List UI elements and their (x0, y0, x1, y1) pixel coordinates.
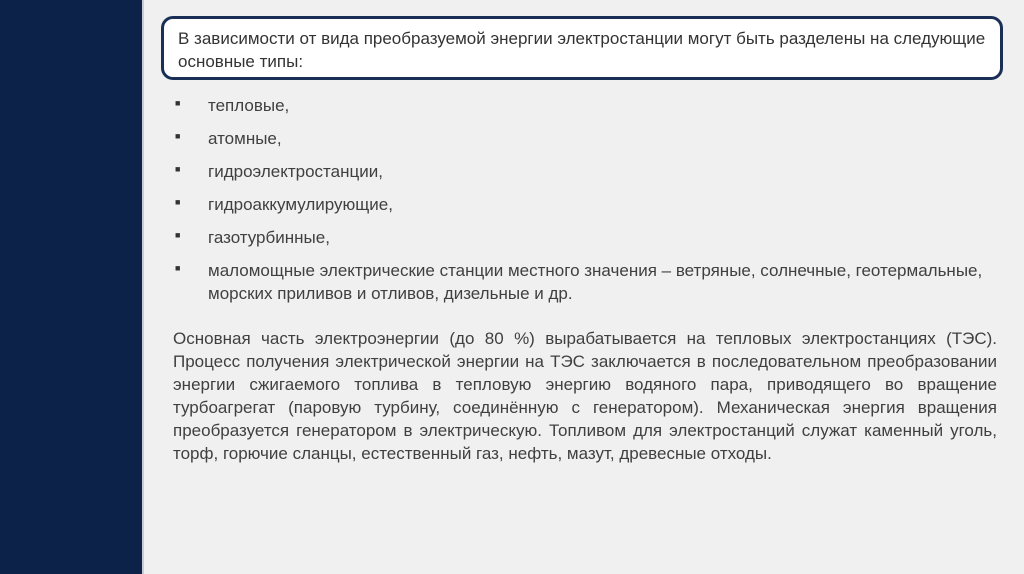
sidebar-divider (142, 0, 144, 574)
square-bullet-icon: ■ (175, 131, 181, 141)
square-bullet-icon: ■ (175, 164, 181, 174)
list-item (173, 160, 1003, 183)
list-item-text: газотурбинные, (208, 228, 330, 247)
list-item (173, 94, 1003, 117)
list-item (173, 259, 1003, 305)
square-bullet-icon: ■ (175, 263, 181, 273)
list-item (173, 127, 1003, 150)
list-item-text: тепловые, (208, 96, 290, 115)
power-plant-types-list (173, 94, 1003, 315)
left-sidebar-band (0, 0, 142, 574)
square-bullet-icon: ■ (175, 197, 181, 207)
square-bullet-icon: ■ (175, 230, 181, 240)
list-item-text: гидроэлектростанции, (208, 162, 383, 181)
intro-callout-text: В зависимости от вида преобразуемой энергии электростанции могут быть разделены на следующие основные типы: (178, 29, 986, 71)
list-item-text: гидроаккумулирующие, (208, 195, 393, 214)
list-item (173, 226, 1003, 249)
list-item-text: маломощные электрические станции местного значения – ветряные, солнечные, геотермальные, морских приливов и отливов, дизельные и др. (208, 261, 983, 303)
list-item (173, 193, 1003, 216)
list-item-text: атомные, (208, 129, 282, 148)
main-paragraph: Основная часть электроэнергии (до 80 %) вырабатывается на тепловых электростанциях (ТЭС). Процесс получения электрической энергии на ТЭС заключается в последовательном преобразовании энергии сжигаемого топлива в тепловую энергию водяного пара, приводящего во вращение турбоагрегат (паровую турбину, соединённую с генератором). Механическая энергия вращения преобразуется генератором в электрическую. Топливом для электростанций служат каменный уголь, торф, горючие сланцы, естественный газ, нефть, мазут, древесные отходы. (173, 329, 997, 463)
square-bullet-icon: ■ (175, 98, 181, 108)
intro-callout-box (161, 16, 1003, 80)
